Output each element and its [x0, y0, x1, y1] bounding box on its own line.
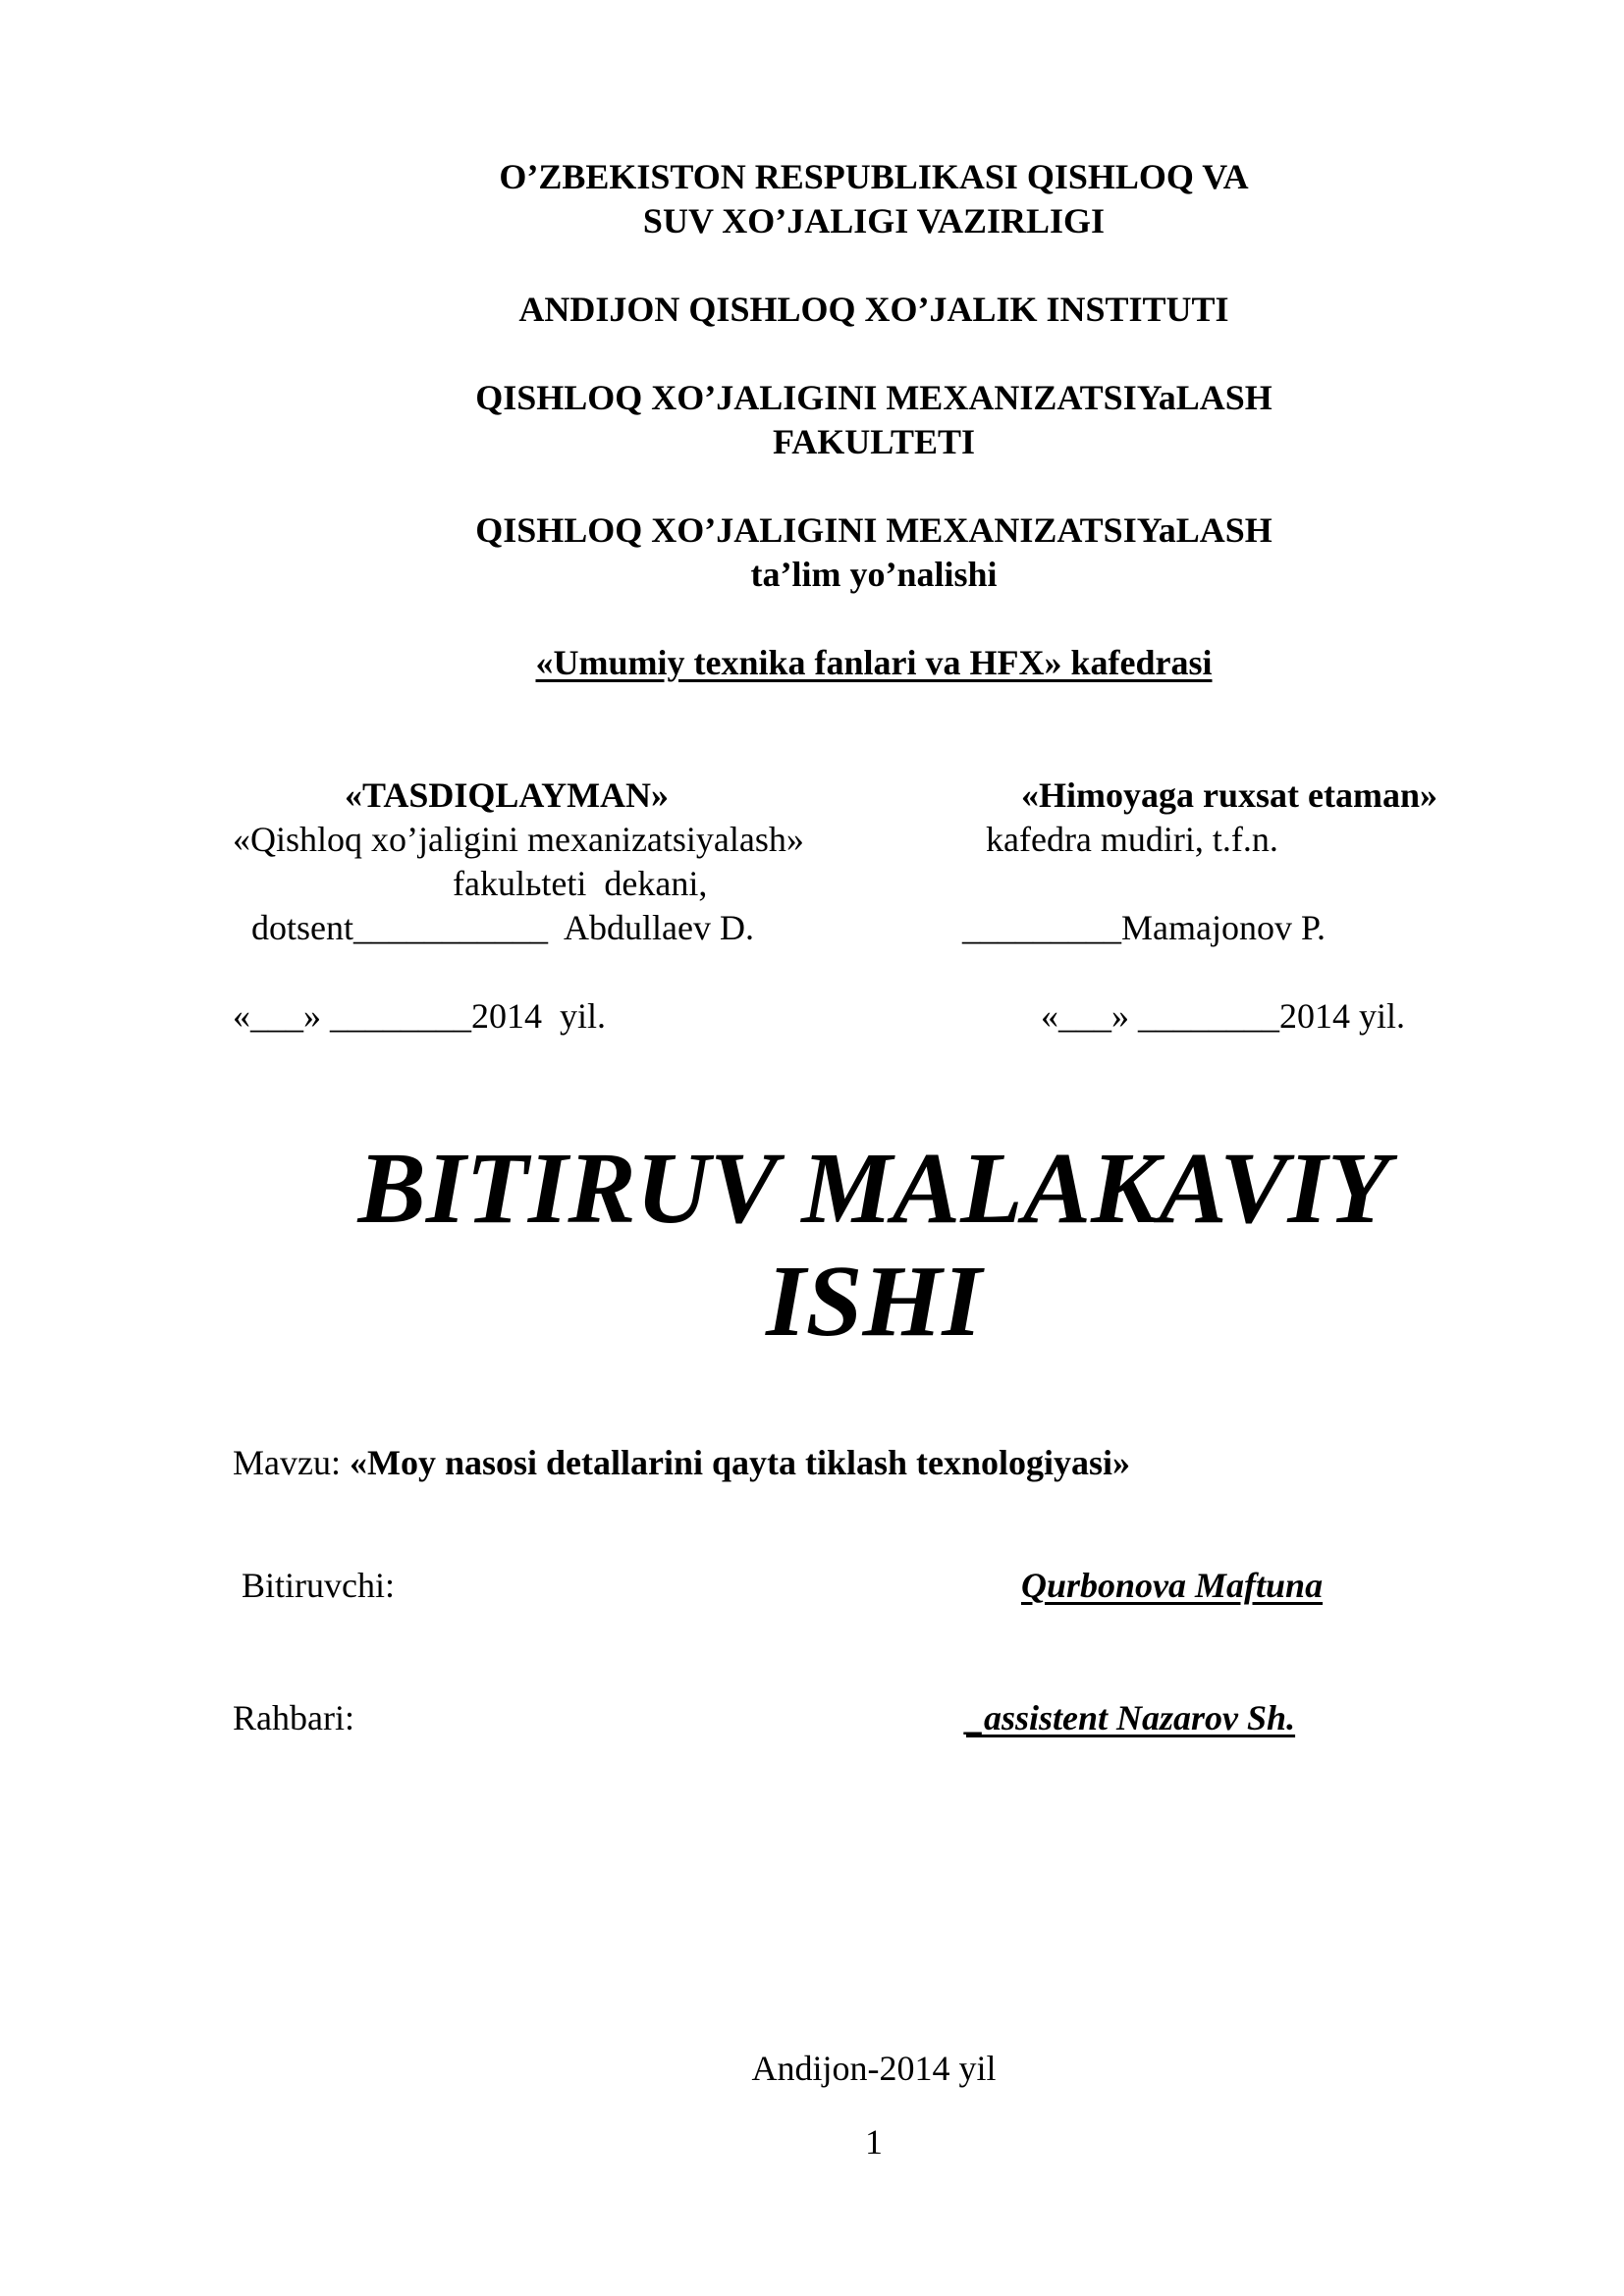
- graduate-label: Bitiruvchi:: [242, 1566, 395, 1605]
- approval-right-signature: _________Mamajonov P.: [962, 908, 1326, 947]
- institute-name: ANDIJON QISHLOQ XO’JALIK INSTITUTI: [518, 290, 1229, 329]
- approval-right-heading: «Himoyaga ruxsat etaman»: [1021, 775, 1437, 815]
- approval-left-line-1: «Qishloq xo’jaligini mexanizatsiyalash»: [233, 820, 804, 859]
- approval-left-signature: dotsent___________ Abdullaev D.: [251, 908, 754, 947]
- approval-left-heading: «TASDIQLAYMAN»: [345, 775, 670, 815]
- place-year: Andijon-2014 yil: [751, 2049, 997, 2088]
- direction-line-2: ta’lim yo’nalishi: [750, 555, 998, 594]
- supervisor-name: _assistent Nazarov Sh.: [966, 1698, 1296, 1737]
- page-number: 1: [865, 2122, 883, 2162]
- supervisor-label: Rahbari:: [233, 1698, 354, 1737]
- direction-line-1: QISHLOQ XO’JALIGINI MEXANIZATSIYaLASH: [475, 510, 1272, 550]
- approval-left-date: «___» ________2014 yil.: [233, 996, 607, 1036]
- ministry-line-2: SUV XO’JALIGI VAZIRLIGI: [642, 201, 1106, 240]
- document-title-line-1: BITIRUV MALAKAVIY: [357, 1132, 1390, 1245]
- approval-left-line-2: fakulьteti dekani,: [453, 864, 708, 903]
- topic-line: [233, 1441, 1130, 1484]
- approval-right-date: «___» ________2014 yil.: [1041, 996, 1406, 1036]
- faculty-line-2: FAKULTETI: [772, 422, 976, 461]
- topic-value: «Moy nasosi detallarini qayta tiklash texnologiyasi»: [349, 1443, 1131, 1482]
- approval-right-line-1: kafedra mudiri, t.f.n.: [986, 820, 1278, 859]
- department-name: «Umumiy texnika fanlari va HFX» kafedrasi: [535, 643, 1213, 682]
- topic-label: Mavzu:: [233, 1443, 350, 1482]
- document-title-line-2: ISHI: [766, 1245, 982, 1358]
- graduate-name: Qurbonova Maftuna: [1021, 1566, 1324, 1605]
- faculty-line-1: QISHLOQ XO’JALIGINI MEXANIZATSIYaLASH: [475, 378, 1272, 417]
- ministry-line-1: O’ZBEKISTON RESPUBLIKASI QISHLOQ VA: [499, 157, 1249, 196]
